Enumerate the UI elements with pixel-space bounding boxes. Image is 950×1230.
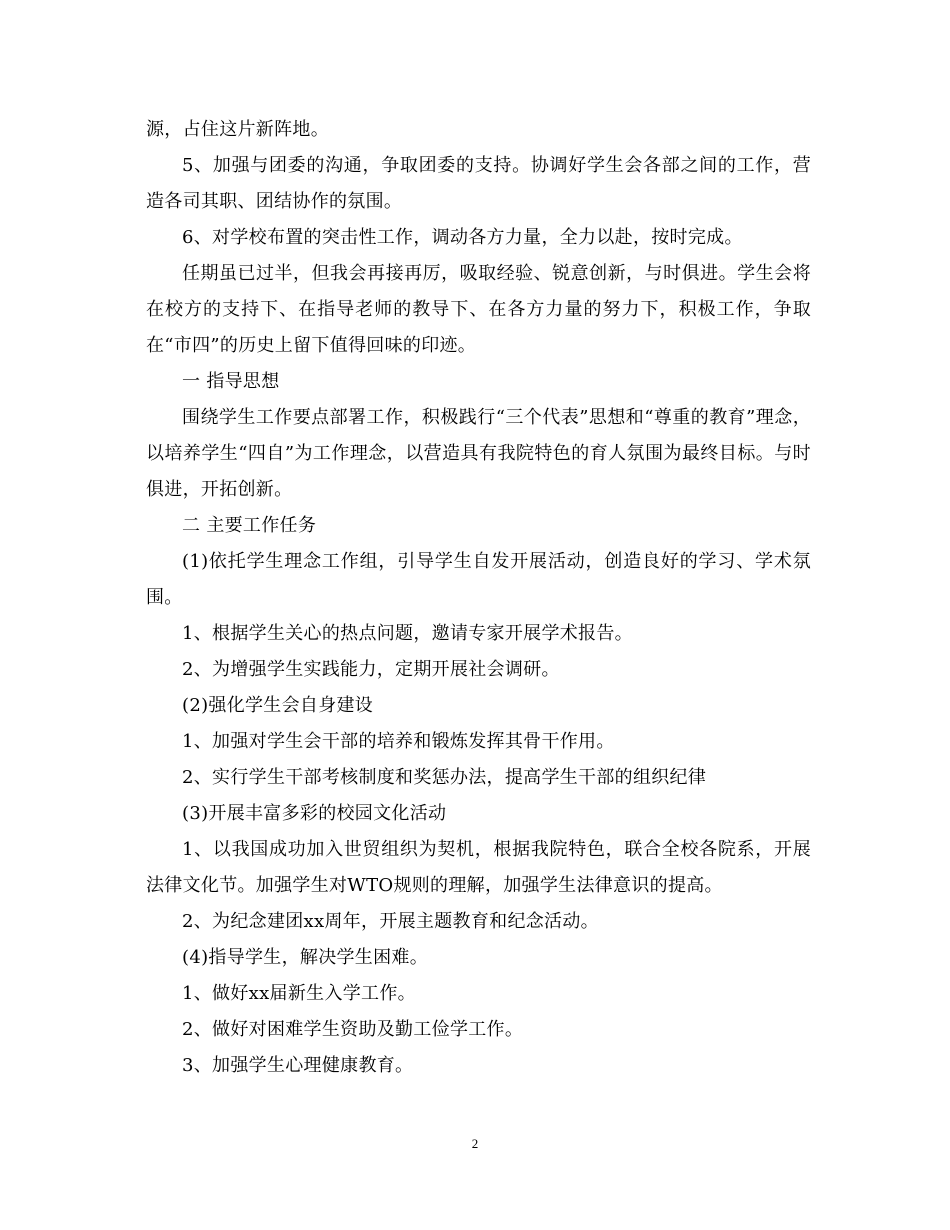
paragraph: (3)开展丰富多彩的校园文化活动 — [182, 803, 447, 824]
paragraph: 2、为增强学生实践能力，定期开展社会调研。 — [182, 659, 560, 680]
paragraph: 1、做好xx届新生入学工作。 — [182, 983, 416, 1004]
paragraph: 1、根据学生关心的热点问题，邀请专家开展学术报告。 — [182, 623, 633, 644]
paragraph: (1)依托学生理念工作组，引导学生自发开展活动，创造良好的学习、学术氛围。 — [146, 551, 811, 608]
paragraph: (4)指导学生，解决学生困难。 — [182, 947, 428, 968]
paragraph: 2、实行学生干部考核制度和奖惩办法，提高学生干部的组织纪律 — [182, 767, 707, 788]
paragraph: 围绕学生工作要点部署工作，积极践行“三个代表”思想和“尊重的教育”理念，以培养学生“四自”为工作理念，以营造具有我院特色的育人氛围为最终目标。与时俱进，开拓创新。 — [146, 407, 811, 500]
paragraph: 一 指导思想 — [182, 371, 280, 392]
paragraph: 5、加强与团委的沟通，争取团委的支持。协调好学生会各部之间的工作，营造各司其职、团结协作的氛围。 — [146, 155, 811, 212]
page-number: 2 — [471, 1136, 479, 1151]
paragraph: 3、加强学生心理健康教育。 — [182, 1055, 414, 1076]
paragraph: 二 主要工作任务 — [182, 515, 317, 536]
paragraph: 1、加强对学生会干部的培养和锻炼发挥其骨干作用。 — [182, 731, 615, 752]
paragraph: 任期虽已过半，但我会再接再厉，吸取经验、锐意创新，与时俱进。学生会将在校方的支持下、在指导老师的教导下、在各方力量的努力下，积极工作，争取在“市四”的历史上留下值得回味的印迹。 — [146, 263, 811, 356]
paragraph: 1、以我国成功加入世贸组织为契机，根据我院特色，联合全校各院系，开展法律文化节。加强学生对WTO规则的理解，加强学生法律意识的提高。 — [146, 839, 811, 896]
paragraph: 6、对学校布置的突击性工作，调动各方力量，全力以赴，按时完成。 — [182, 227, 743, 248]
paragraph: (2)强化学生会自身建设 — [182, 695, 374, 716]
paragraph: 2、做好对困难学生资助及勤工俭学工作。 — [182, 1019, 524, 1040]
document-body — [146, 112, 811, 1084]
paragraph: 2、为纪念建团xx周年，开展主题教育和纪念活动。 — [182, 911, 599, 932]
paragraph: 源，占住这片新阵地。 — [146, 119, 329, 140]
